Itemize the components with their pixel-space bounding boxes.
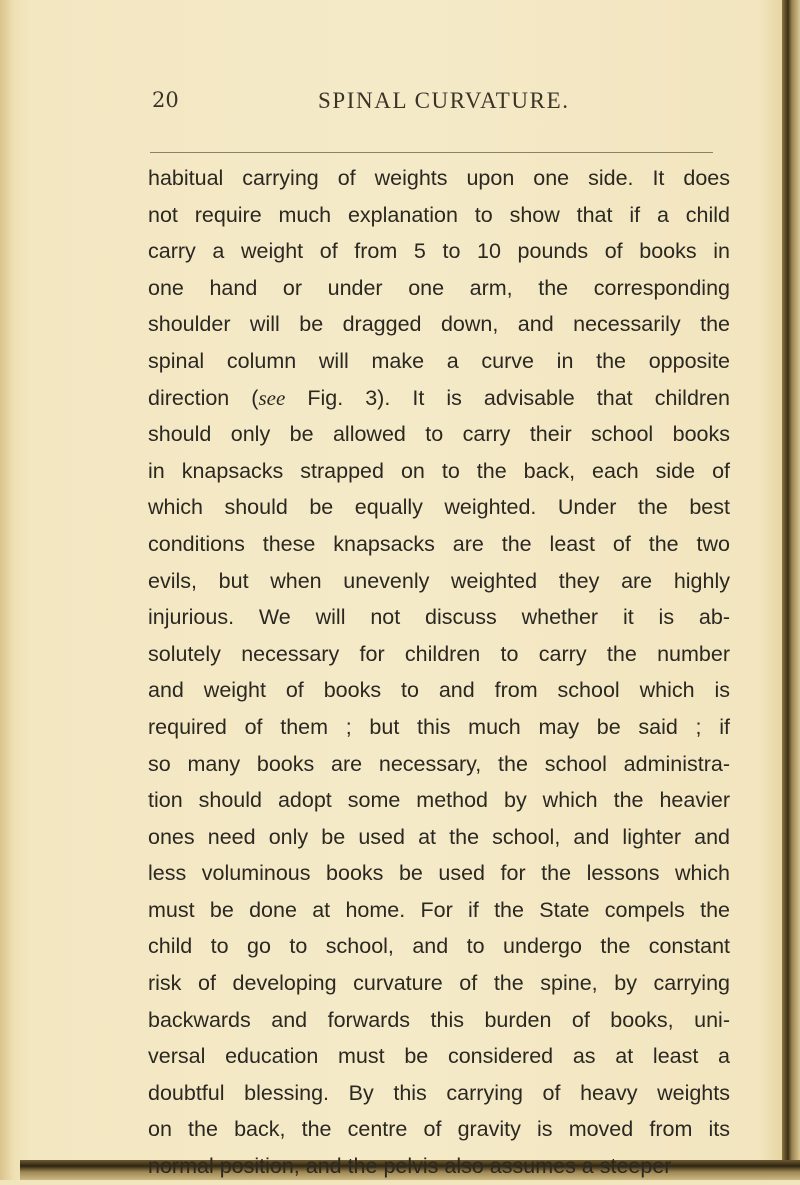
text-line-25: versal education must be considered as at least a — [148, 1044, 730, 1069]
page-header — [0, 88, 800, 128]
text-line-7-rest: It is advisable that children — [412, 385, 730, 410]
text-line-2: not require much explanation to show that if a child — [148, 202, 730, 227]
text-line-6: spinal column will make a curve in the opposite — [148, 348, 730, 373]
text-line-16: required of them ; but this much may be said ; if — [148, 714, 730, 739]
text-line-9: in knapsacks strapped on to the back, each side of — [148, 458, 730, 483]
text-line-15: and weight of books to and from school which is — [148, 678, 730, 703]
text-line-11: conditions these knapsacks are the least of the two — [148, 531, 730, 556]
text-line-28: normal position, and the pelvis also assumes a steeper — [148, 1154, 672, 1179]
text-line-7-see: see — [258, 385, 286, 410]
text-line-1: habitual carrying of weights upon one side. It does — [148, 166, 730, 190]
text-line-10: which should be equally weighted. Under the best — [148, 495, 730, 520]
text-line-18: tion should adopt some method by which the heavier — [148, 788, 730, 813]
running-head: SPINAL CURVATURE. — [318, 88, 570, 113]
header-rule — [150, 152, 713, 153]
text-line-7-ref: Fig. 3). — [285, 385, 413, 410]
text-line-20: less voluminous books be used for the lessons which — [148, 861, 730, 886]
text-line-12: evils, but when unevenly weighted they are highly — [148, 568, 730, 593]
text-line-27: on the back, the centre of gravity is moved from its — [148, 1117, 730, 1142]
text-line-3: carry a weight of from 5 to 10 pounds of books in — [148, 239, 730, 264]
body-text — [148, 160, 730, 1185]
text-line-14: solutely necessary for children to carry the number — [148, 641, 730, 666]
text-line-5: shoulder will be dragged down, and necessarily the — [148, 312, 730, 337]
page-left-edge — [0, 0, 14, 1180]
text-line-8: should only be allowed to carry their school books — [148, 422, 730, 447]
text-line-13: injurious. We will not discuss whether it is ab- — [148, 605, 730, 630]
page-number: 20 — [152, 88, 179, 112]
text-line-19: ones need only be used at the school, and lighter and — [148, 824, 730, 849]
text-line-24: backwards and forwards this burden of books, uni- — [148, 1007, 730, 1032]
text-line-17: so many books are necessary, the school administra- — [148, 751, 730, 776]
text-line-26: doubtful blessing. By this carrying of heavy weights — [148, 1080, 730, 1105]
text-line-4: one hand or under one arm, the corresponding — [148, 275, 730, 300]
text-line-22: child to go to school, and to undergo the constant — [148, 934, 730, 959]
text-line-7 — [148, 380, 730, 417]
text-line-7-prefix: direction ( — [148, 385, 259, 410]
text-line-21: must be done at home. For if the State compels the — [148, 897, 730, 922]
book-gutter — [782, 0, 800, 1180]
text-line-23: risk of developing curvature of the spine, by carrying — [148, 971, 730, 996]
